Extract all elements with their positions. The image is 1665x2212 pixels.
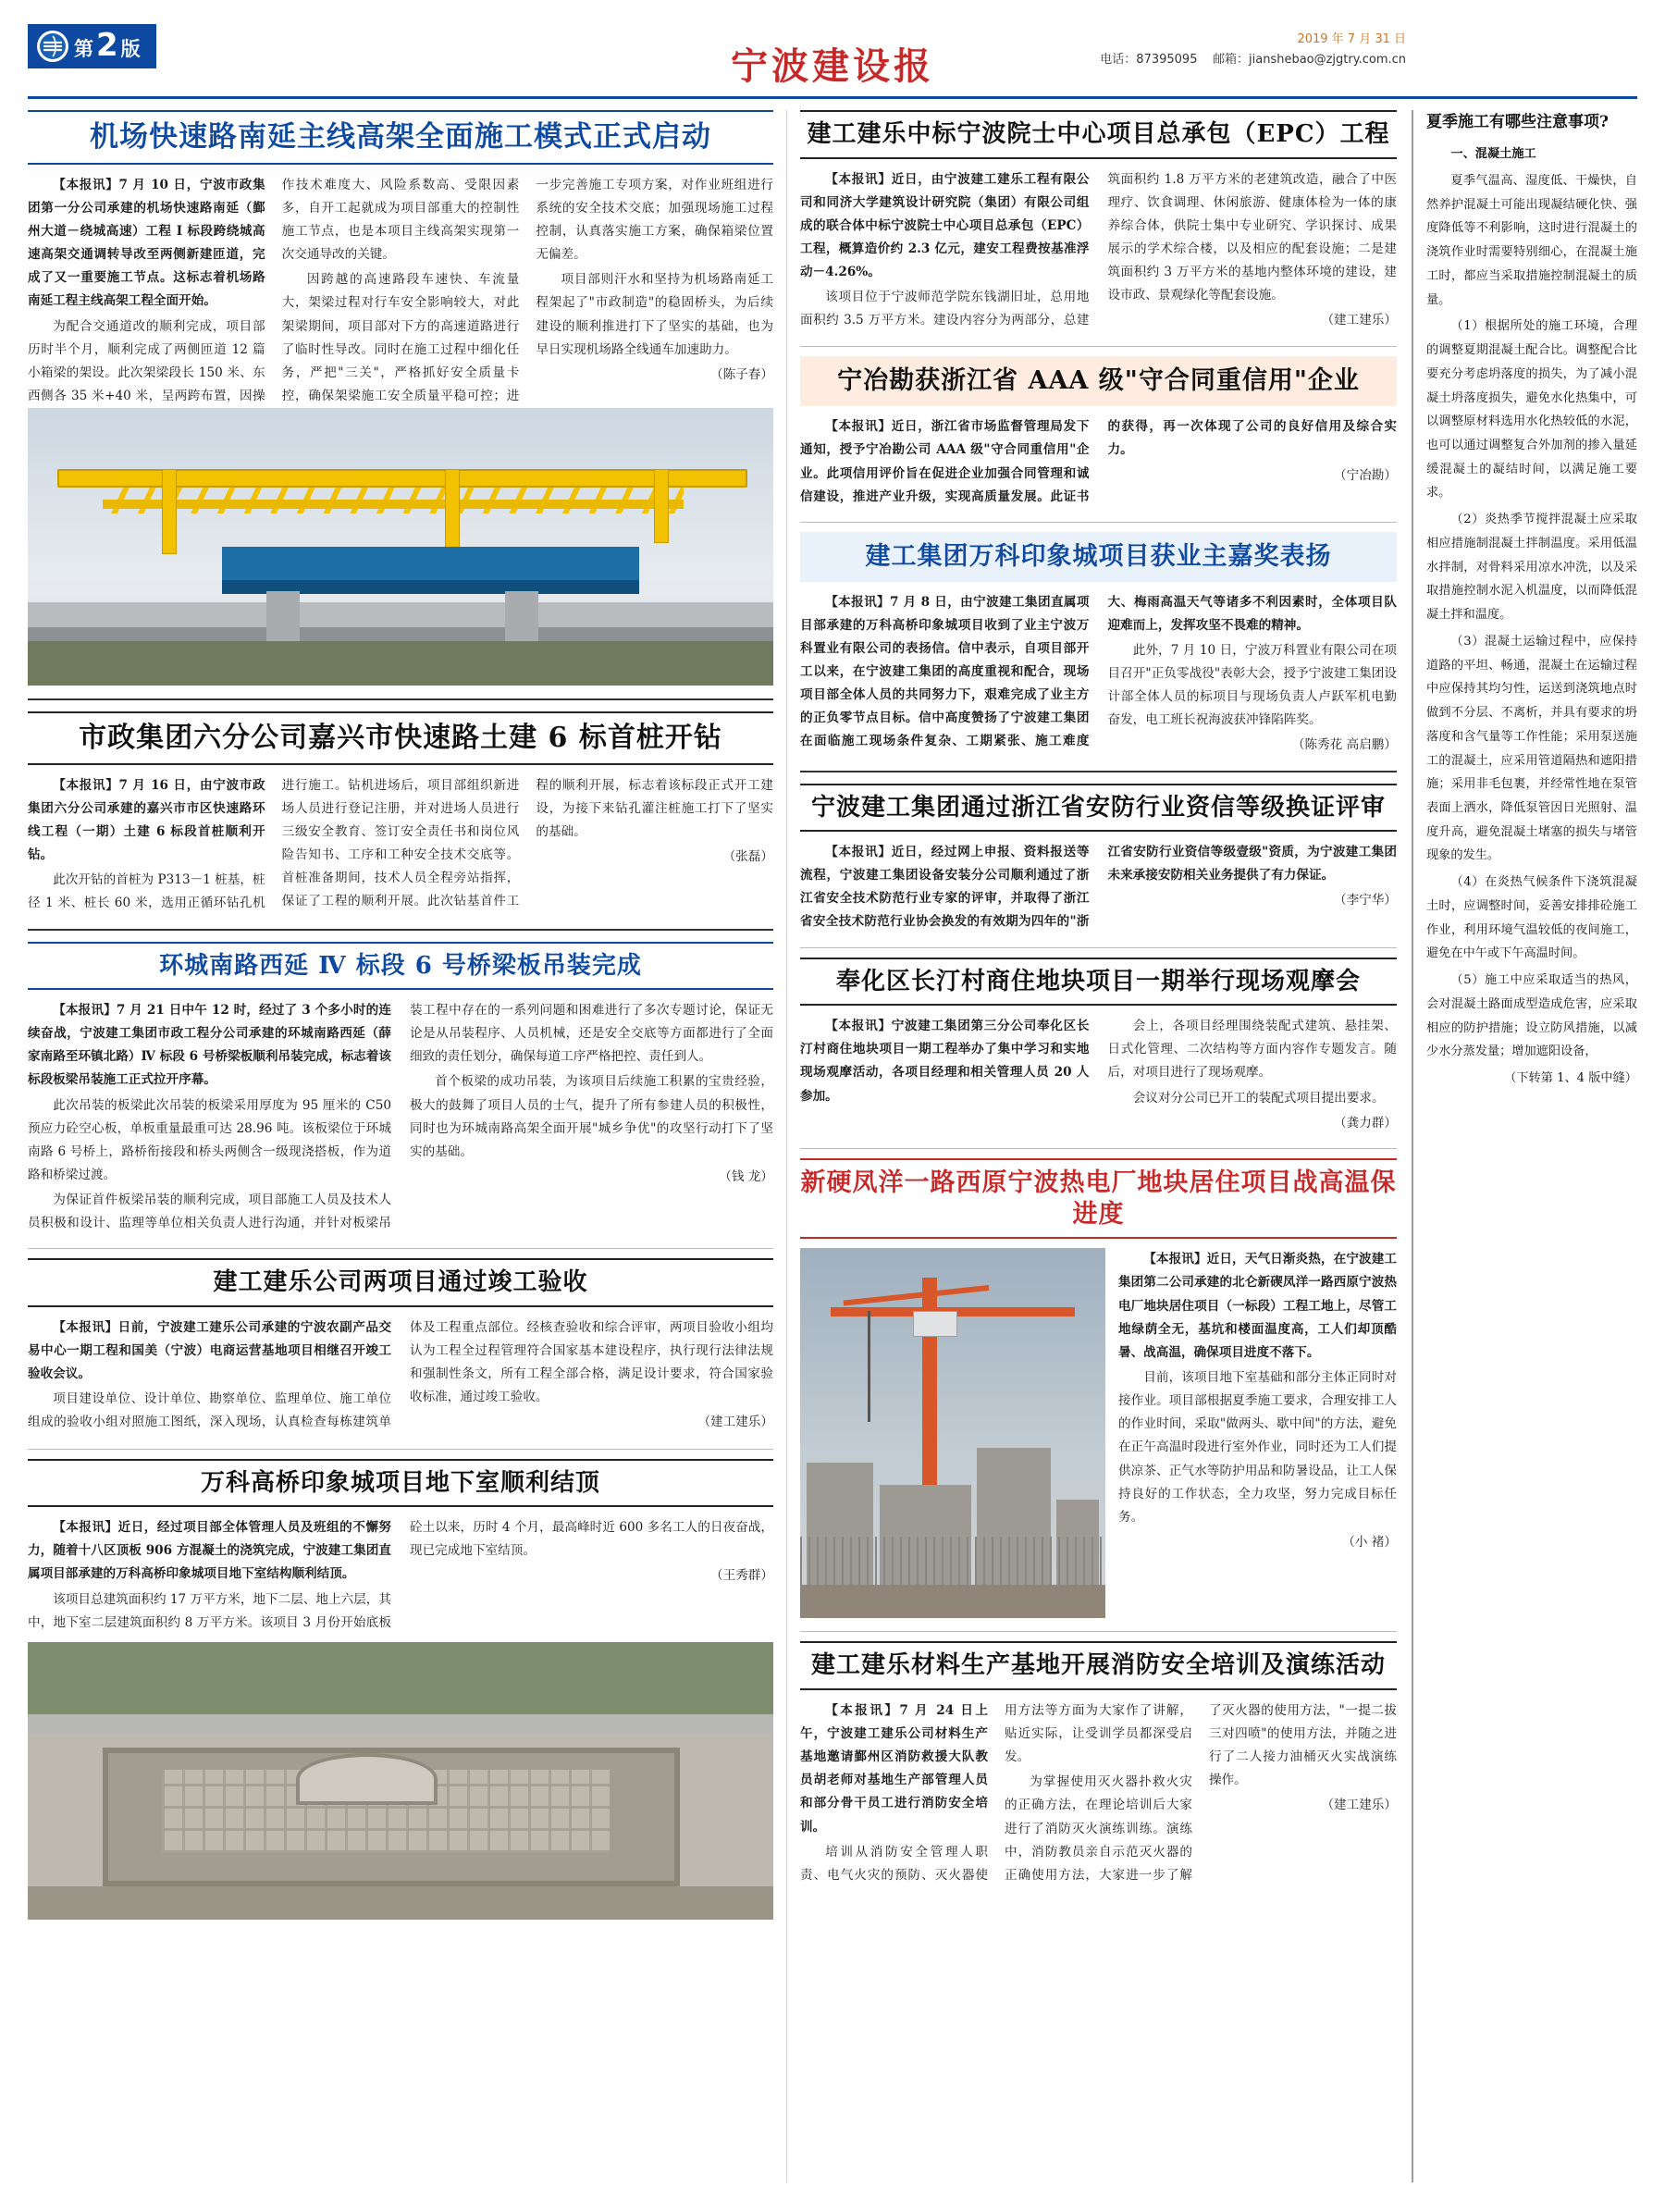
article-body [28, 174, 773, 408]
article-signature: （建工建乐） [697, 1415, 773, 1430]
article-airport-expressway [28, 110, 773, 686]
sidebar-paragraph: （5）施工中应采取适当的热风，会对混凝土路面成型造成危害，应采取相应的防护措施；设立防风措施，以减少水分蒸发量；增加遮阳设备， [1426, 973, 1637, 1059]
masthead [28, 24, 1637, 99]
sidebar-body [1426, 142, 1637, 1091]
article-body [28, 1316, 773, 1436]
article-paragraph: 项目建设单位、设计单位、勘察单位、监理单位、施工单位组成的验收小组对照施工图纸，深入现场，认真检查每栋建筑单体及工程重点部位。经核查验收和综合评审，两项目验收小组均认为工程全过程管理符合国家基本建设程序，执行现行法律法规和强制性条文，所有工程全部合格，满足设计要求，符合国家验收标准，通过竣工验收。 [28, 1319, 773, 1430]
photo-aerial-construction-site [28, 1642, 773, 1920]
page-badge-suffix: 版 [120, 37, 142, 60]
sidebar-paragraph: （1）根据所处的施工环境，合理的调整夏期混凝土配合比。调整配合比要充分考虑坍落度的损失，为了减小混凝土坍落度损失，避免水化热集中，可以调整原材料选用水化热较低的水泥，也可以通过调整复合外加剂的掺入量延缓混凝土的凝结时间，以满足施工要求。 [1426, 319, 1637, 500]
article-jiaxing-pile [28, 711, 773, 915]
article-paragraph: 此外，7 月 10 日，宁波万科置业有限公司在项目召开"正负零战役"表彰大会，授予宁波建工集团设计部全体人员的标项目与现场负责人卢跃军机电勤奋发，电工班长祝海波获冲锋陷阵奖。 [1107, 642, 1397, 728]
article-lead: 【本报讯】7 月 16 日，由宁波市政集团六分公司承建的嘉兴市市区快速路环线工程（一期）土建 6 标段首桩顺利开钻。 [28, 777, 265, 863]
article-body [800, 1015, 1397, 1135]
article-headline: 万科高桥印象城项目地下室顺利结顶 [28, 1459, 773, 1508]
article-body [1118, 1248, 1397, 1618]
article-lead: 【本报讯】日前，宁波建工建乐公司承建的宁波农副产品交易中心一期工程和国美（宁波）电商运营基地项目相继召开竣工验收会议。 [28, 1319, 391, 1382]
photo-bridge-girder-launcher [28, 408, 773, 686]
article-body [28, 1516, 773, 1635]
article-vanke-basement-topping [28, 1459, 773, 1920]
article-signature: （建工建乐） [1321, 313, 1397, 328]
contact-line [1100, 50, 1406, 70]
article-headline: 建工建乐中标宁波院士中心项目总承包（EPC）工程 [800, 110, 1397, 159]
main-content [28, 110, 1397, 2182]
article-signature: （宁冶勘） [1334, 467, 1397, 483]
article-paragraph: 此次开钻的首桩为 P313－1 桩基，桩径 1 米、桩长 60 米，选用正循环钻孔机进行施工。钻机进场后，项目部组织新进场人员进行登记注册，并对进场人员进行三级安全教育、签订安全责任书和岗位风险告知书、工序和工种安全技术交底等。首桩准备期间，技术人员全程旁站指挥，保证了工程的顺利开展。此次钻基首件工程的顺利开展，标志着该标段正式开工建设，为接下来钻孔灌注桩施工打下了坚实的基础。 [28, 777, 773, 911]
article-body [28, 999, 773, 1235]
sidebar-section-heading: 一、混凝土施工 [1450, 147, 1536, 162]
article-headline: 奉化区长汀村商住地块项目一期举行现场观摩会 [800, 958, 1397, 1007]
article-epc-academician-center [800, 110, 1397, 333]
article-signature: （建工建乐） [1321, 1798, 1397, 1813]
page-body [28, 110, 1637, 2182]
article-security-qualification [800, 784, 1397, 934]
article-lead: 【本报讯】近日，浙江省市场监督管理局发下通知，授予宁冶勘公司 AAA 级"守合同重信用"企业。此项信用评价旨在促进企业加强合同管理和诚信建设，推进产业升级，实现高质量发展。此证书的获得，再一次体现了公司的良好信用及综合实力。 [800, 419, 1397, 504]
article-body [800, 415, 1397, 509]
article-lead: 【本报讯】近日，经过网上申报、资料报送等流程，宁波建工集团设备安装分公司顺利通过了浙江省安全技术防范行业专家的评审，并取得了浙江省安全技术防范行业协会换发的有效期为四年的"浙江省安防行业资信等级壹级"资质，为宁波建工集团未来承接安防相关业务提供了有力保证。 [800, 845, 1397, 930]
article-signature: （李宁华） [1334, 893, 1397, 908]
article-lead: 【本报讯】7 月 10 日，宁波市政集团第一分公司承建的机场快速路南延（鄞州大道－绕城高速）工程 I 标段跨绕城高速高架交通调转导改至两侧新建匝道，完成了又一重要施工节点。这标志着机场路南延工程主线高架工程全面开始。 [28, 177, 265, 309]
article-lead: 【本报讯】近日，由宁波建工建乐工程有限公司和同济大学建筑设计研究院（集团）有限公司组成的联合体中标宁波院士中心项目总承包（EPC）工程，概算造价约 2.3 亿元，建安工程费按基准浮动－4.26%。 [800, 171, 1090, 280]
article-headline: 建工建乐公司两项目通过竣工验收 [28, 1258, 773, 1307]
article-paragraph: 培训从消防安全管理人职责、电气火灾的预防、灭火器使用方法等方面为大家作了讲解，贴近实际，让受训学员都深受启发。 [800, 1702, 1192, 1883]
article-huancheng-bridge-deck [28, 942, 773, 1236]
article-signature: （陈秀花 高启鹏） [1291, 737, 1397, 753]
article-changting-site-meeting [800, 958, 1397, 1135]
article-paragraph: 为掌握使用灭火器扑救火灾的正确方法，在理论培训后大家进行了消防灭火演练训练。演练中，消防教员亲自示范灭火器的正确使用方法，大家进一步了解了灭火器的使用方法，"一提二拔三对四喷"的使用方法，并随之进行了二人接力油桶灭火实战演练操作。 [1005, 1702, 1397, 1883]
masthead-info [1100, 30, 1406, 70]
article-signature: （王秀群） [710, 1568, 773, 1584]
article-vanke-impression-award [800, 532, 1397, 758]
article-body [28, 774, 773, 916]
column-right [786, 110, 1397, 2182]
email-text: 邮箱：jianshebao@zjgtry.com.cn [1213, 53, 1406, 68]
article-lead: 【本报讯】7 月 21 日中午 12 时，经过了 3 个多小时的连续奋战，宁波建工集团市政工程分公司承建的环城南路西延（薛家南路至环镇北路）Ⅳ 标段 6 号桥梁板顺利吊装完成，标志着该标段板梁吊装施工正式拉开序幕。 [28, 1003, 391, 1088]
article-paragraph: 因跨越的高速路段车速快、车流量大，架梁过程对行车安全影响较大，对此架梁期间，项目部对下方的高速道路进行了临时性导改。同时在施工过程中细化任务，严把"三关"，严格抓好安全质量卡控，确保架梁施工安全质量平稳可控；进一步完善施工专项方案，对作业班组进行系统的安全技术交底；加强现场施工过程控制，认真落实施工方案，确保箱梁位置无偏差。 [281, 177, 773, 404]
article-paragraph: 此次吊装的板梁此次吊装的板梁采用厚度为 95 厘米的 C50 预应力砼空心板，单板重量最重可达 28.96 吨。该板梁位于环城南路 6 号桥上，路桥衔接段和桥头两侧含一级现浇搭板，作为道路和桥梁过渡。 [28, 1097, 391, 1182]
article-high-temperature-progress [800, 1158, 1397, 1619]
article-signature: （钱 龙） [719, 1168, 773, 1184]
article-signature: （小 褚） [1342, 1534, 1397, 1550]
paper-title: 宁波建设报 [731, 44, 934, 88]
article-paragraph: 会上，各项目经理围绕装配式建筑、悬挂架、日式化管理、二次结构等方面内容作专题发言。随后，对项目进行了现场观摩。 [1107, 1019, 1397, 1081]
article-jianle-completion-acceptance [28, 1258, 773, 1435]
article-paragraph: 目前，该项目地下室基础和部分主体正同时对接作业。项目部根据夏季施工要求，合理安排工人的作业时间，采取"做两头、歇中间"的方法，避免在正午高温时段进行室外作业，同时还为工人们提供凉茶、正气水等防护用品和防暑设品，让工人保持良好的工作状态，全力攻坚，努力完成目标任务。 [1118, 1370, 1397, 1525]
article-lead: 【本报讯】近日，天气日渐炎热，在宁波建工集团第二公司承建的北仑新碶凤洋一路西原宁波热电厂地块居住项目（一标段）工程工地上，尽管工地绿荫全无，基坑和楼面温度高，工人们却顶酷暑、战高温，确保项目进度不落下。 [1118, 1252, 1397, 1360]
page-number: 2 [96, 26, 119, 64]
article-paragraph: 该项目总建筑面积约 17 万平方米，地下二层、地上六层，其中，地下室二层建筑面积约 8 万平方米。该项目 3 月份开始底板砼土以来，历时 4 个月，最高峰时近 600 多名工人的日夜奋战，现已完成地下室结顶。 [28, 1520, 773, 1630]
article-paragraph: 为保证首件板梁吊装的顺利完成，项目部施工人员及技术人员积极和设计、监理等单位相关负责人进行沟通，并针对板梁吊装工程中存在的一系列问题和困难进行了多次专题讨论，保证无论是从吊装程序、人员机械，还是安全交底等方面都进行了全面细致的责任划分，确保每道工序严格把控、责任到人。 [28, 1003, 773, 1231]
article-lead: 【本报讯】宁波建工集团第三分公司奉化区长汀村商住地块项目一期工程举办了集中学习和实地现场观摩活动，各项目经理和相关管理人员 20 人参加。 [800, 1019, 1090, 1104]
sidebar-summer-construction [1412, 110, 1637, 2182]
sidebar-title: 夏季施工有哪些注意事项? [1426, 113, 1609, 131]
article-body [800, 841, 1397, 934]
article-paragraph: 为配合交通道改的顺利完成，项目部历时半个月，顺利完成了两侧匝道 12 篇小箱梁的架设。此次架梁段长 150 米、东西侧各 35 米+40 米，呈两跨布置，因操作技术难度大、风险系数高、受限因素多，自开工起就成为项目部重大的控制性施工节点，也是本项目主线高架实现第一次交通导改的关键。 [28, 177, 520, 404]
article-body [800, 168, 1397, 334]
article-paragraph: 项目部则汗水和坚持为机场路南延工程架起了"市政制造"的稳固桥头，为后续建设的顺利推进打下了坚实的基础，也为早日实现机场路全线通车加速助力。 [536, 272, 773, 357]
article-fire-safety-training [800, 1641, 1397, 1887]
article-body [800, 591, 1397, 758]
sidebar-continuation-note: （下转第 1、4 版中缝） [1504, 1071, 1637, 1086]
article-paragraph: 首个板梁的成功吊装，为该项目后续施工积累的宝贵经验，极大的鼓舞了项目人员的士气，提升了所有参建人员的积极性，同时也为环城南路高架全面开展"城乡争优"的攻坚行动打下了坚实的基础。 [410, 1074, 773, 1159]
phone-text: 电话：87395095 [1100, 53, 1198, 68]
article-lead: 【本报讯】近日，经过项目部全体管理人员及班组的不懈努力，随着十八区顶板 906 方混凝土的浇筑完成，宁波建工集团直属项目部承建的万科高桥印象城项目地下室结构顺利结顶。 [28, 1520, 391, 1582]
article-headline: 机场快速路南延主线高架全面施工模式正式启动 [28, 110, 773, 165]
article-paragraph: 会议对分公司已开工的装配式项目提出要求。 [1132, 1090, 1385, 1106]
article-headline: 环城南路西延 Ⅳ 标段 6 号桥梁板吊装完成 [28, 942, 773, 991]
publication-date: 2019 年 7 月 31 日 [1297, 32, 1406, 46]
sidebar-paragraph: 夏季气温高、湿度低、干燥快，自然养护混凝土可能出现凝结硬化快、强度降低等不利影响，这时进行混凝土的浇筑作业时需要特别细心，在混凝土施工时，都应当采取措施控制混凝土的质量。 [1426, 173, 1637, 307]
photo-tower-crane-site [800, 1248, 1105, 1618]
article-lead: 【本报讯】7 月 8 日，由宁波建工集团直属项目部承建的万科高桥印象城项目收到了业主宁波万科置业有限公司的表扬信。信中表示，自项目部开工以来，在宁波建工集团的高度重视和配合，现场项目部全体人员的共同努力下，艰难完成了业主方的正负零节点目标。信中高度赞扬了宁波建工集团在面临施工现场条件复杂、工期紧张、施工难度大、梅雨高温天气等诸多不利因素时，全体项目队迎难而上，发挥攻坚不畏难的精神。 [800, 594, 1397, 749]
article-lead: 【本报讯】7 月 24 日上午，宁波建工建乐公司材料生产基地邀请鄞州区消防救援大队教员胡老师对基地生产部管理人员和部分骨干员工进行消防安全培训。 [800, 1702, 988, 1835]
article-signature: （张磊） [722, 849, 773, 865]
article-paragraph: 该项目位于宁波师范学院东钱湖旧址，总用地面积约 3.5 万平方米。建设内容分为两部分，总建筑面积约 1.8 万平方米的老建筑改造，融合了中医理疗、饮食调理、休闲旅游、健康体检为一体的康养综合体，供院士集中专业研究、学识探讨、成果展示的学术综合楼，以及相应的配套设施；二是建筑面积约 3 万平方米的基地内整体环境的建设，建设市政、景观绿化等配套设施。 [800, 171, 1397, 328]
article-headline: 宁波建工集团通过浙江省安防行业资信等级换证评审 [800, 784, 1397, 833]
article-headline: 建工集团万科印象城项目获业主嘉奖表扬 [800, 532, 1397, 582]
article-headline: 宁冶勘获浙江省 AAA 级"守合同重信用"企业 [800, 356, 1397, 406]
sidebar-paragraph: （3）混凝土运输过程中，应保持道路的平坦、畅通，混凝土在运输过程中应保持其均匀性，运送到浇筑地点时做到不分层、不离析，并具有要求的坍落度和含气量等工作性能；采用泵送施工的混凝土，应采用管道隔热和遮阳措施；采用非毛包裹，并经常性地在泵管表面上洒水，降低泵管因日光照射、温度升高，避免混凝土堵塞的损失与堵管现象的发生。 [1426, 634, 1637, 863]
article-ningye-aaa-credit [800, 356, 1397, 508]
sidebar-paragraph: （2）炎热季节搅拌混凝土应采取相应措施制混凝土拌制温度。采用低温水拌制，对骨料采用凉水冲洗，以及采取措施控制水泥入机温度，以而降低混凝土拌和温度。 [1426, 513, 1637, 623]
sidebar-paragraph: （4）在炎热气候条件下浇筑混凝土时，应调整时间，妥善安排排砼施工作业，利用环境气温较低的夜间施工，避免在中午或下午高温时间。 [1426, 875, 1637, 961]
column-left [28, 110, 786, 2182]
article-signature: （陈子春） [710, 366, 773, 382]
article-signature: （龚力群） [1334, 1115, 1397, 1131]
page-badge-prefix: 第 [74, 37, 94, 60]
article-body [800, 1699, 1397, 1887]
article-headline: 建工建乐材料生产基地开展消防安全培训及演练活动 [800, 1641, 1397, 1690]
article-headline: 市政集团六分公司嘉兴市快速路土建 6 标首桩开钻 [28, 711, 773, 765]
article-headline: 新硬凤洋一路西原宁波热电厂地块居住项目战高温保进度 [800, 1158, 1397, 1240]
